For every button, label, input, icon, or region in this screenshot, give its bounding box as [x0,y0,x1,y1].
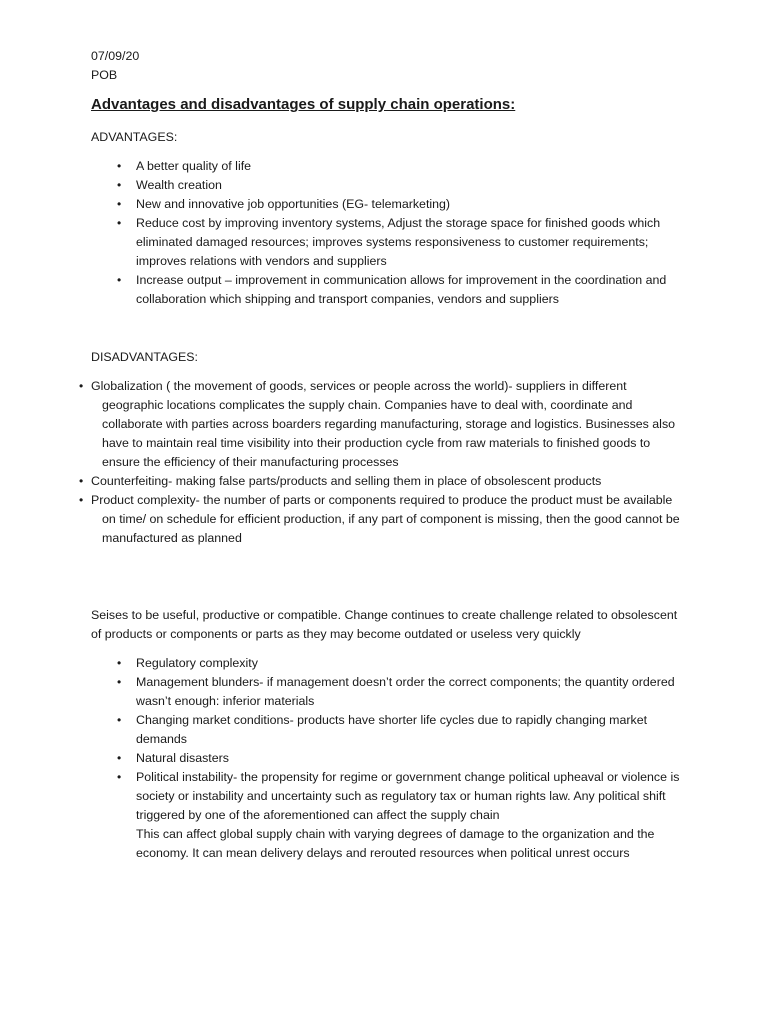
bullet-icon: • [117,675,122,689]
list-item: • New and innovative job opportunities (EG- telemarketing) [136,195,696,214]
disadvantages-heading: DISADVANTAGES: [91,350,198,364]
list-item-continuation: This can affect global supply chain with varying degrees of damage to the organization and the economy. It can mean delivery delays and rerouted resources when political unrest occurs [136,827,655,860]
disadvantages-list [79,377,681,548]
bullet-icon: • [117,178,122,192]
list-item: • Management blunders- if management doesn’t order the correct components; the quantity ordered wasn’t enough: inferior materials [117,675,675,708]
bullet-icon: • [117,770,122,784]
list-item: • Political instability- the propensity for regime or government change political upheaval or violence is society or instability and uncertainty such as regulatory tax or human rights law. Any political shift triggered by one of the aforementioned can affect the supply chain This can affect global supply chain with varying degrees of damage to the organization and the economy. It can mean delivery delays and rerouted resources when political unrest occurs [136,768,696,863]
bullet-icon: • [79,493,84,507]
list-item: • Counterfeiting- making false parts/products and selling them in place of obsolescent products [91,472,681,491]
bullet-icon: • [117,273,122,287]
bullet-icon: • [117,159,122,173]
bullet-icon: • [117,197,122,211]
advantages-list [117,157,696,309]
list-item: • Globalization ( the movement of goods, services or people across the world)- suppliers in different geographic locations complicates the supply chain. Companies have to deal with, coordinate and collaborate with parties across boarders regarding manufacturing, storage and logistics. Businesses also have to maintain real time visibility into their production cycle from raw materials to finished goods to ensure the efficiency of their manufacturing processes [79,379,676,469]
advantages-heading: ADVANTAGES: [91,130,178,144]
document-title: Advantages and disadvantages of supply chain operations: [91,96,516,113]
list-item: • Wealth creation [136,176,696,195]
bullet-icon: • [117,751,122,765]
bullet-icon: • [117,713,122,727]
bullet-icon: • [117,216,122,230]
list-item: • Increase output – improvement in communication allows for improvement in the coordination and collaboration which shipping and transport companies, vendors and suppliers [117,273,667,306]
list-item: • A better quality of life [136,157,696,176]
risk-factors-list [117,654,696,863]
list-item: • Changing market conditions- products have shorter life cycles due to rapidly changing market demands [117,713,648,746]
bullet-icon: • [79,379,84,393]
bullet-icon: • [79,474,84,488]
list-item: • Regulatory complexity [136,654,696,673]
list-item: • Reduce cost by improving inventory systems, Adjust the storage space for finished goods which eliminated damaged resources; improves systems responsiveness to customer requirements; improves relations with vendors and suppliers [117,216,661,268]
subject-line: POB [91,68,118,82]
date-line: 07/09/20 [91,49,140,63]
body-paragraph: Seises to be useful, productive or compatible. Change continues to create challenge related to obsolescent of products or components or parts as they may become outdated or useless very quickly [91,608,678,641]
list-item: • Natural disasters [136,749,696,768]
list-item: • Product complexity- the number of parts or components required to produce the product must be available on time/ on schedule for efficient production, if any part of component is missing, then the good cannot be manufactured as planned [79,493,680,545]
bullet-icon: • [117,656,122,670]
